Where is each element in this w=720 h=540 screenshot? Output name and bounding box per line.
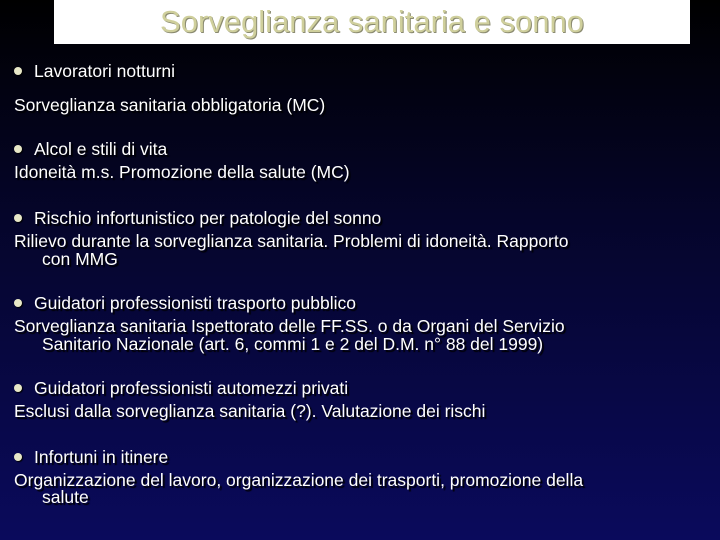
section-heading: Infortuni in itinere [34, 447, 169, 467]
section-heading: Guidatori professionisti automezzi privati [34, 378, 349, 398]
bullet-icon [14, 214, 22, 222]
section-heading: Lavoratori notturni [34, 61, 176, 81]
bullet-heading [14, 208, 381, 228]
section-body-line: salute [42, 487, 89, 507]
bullet-icon [14, 145, 22, 153]
bullet-heading [14, 378, 348, 398]
section-body-line: con MMG [42, 249, 118, 269]
bullet-icon [14, 299, 22, 307]
bullet-heading [14, 61, 175, 81]
slide-title: Sorveglianza sanitaria e sonno [160, 4, 584, 39]
section-body-line: Idoneità m.s. Promozione della salute (MC) [14, 162, 350, 182]
section-heading: Alcol e stili di vita [34, 139, 168, 159]
bullet-heading [14, 139, 167, 159]
section-body-line: Sanitario Nazionale (art. 6, commi 1 e 2 del D.M. n° 88 del 1999) [42, 334, 544, 354]
bullet-icon [14, 384, 22, 392]
section-heading: Guidatori professionisti trasporto pubblico [34, 293, 356, 313]
section-body-line: Rilievo durante la sorveglianza sanitaria. Problemi di idoneità. Rapporto [14, 231, 569, 251]
title-box [54, 0, 690, 44]
bullet-icon [14, 67, 22, 75]
section-body-line: Sorveglianza sanitaria Ispettorato delle FF.SS. o da Organi del Servizio [14, 316, 565, 336]
section-heading: Rischio infortunistico per patologie del sonno [34, 208, 382, 228]
bullet-heading [14, 447, 168, 467]
bullet-heading [14, 293, 356, 313]
section-body-line: Sorveglianza sanitaria obbligatoria (MC) [14, 95, 326, 115]
section-body-line: Organizzazione del lavoro, organizzazione dei trasporti, promozione della [14, 470, 584, 490]
bullet-icon [14, 453, 22, 461]
section-body-line: Esclusi dalla sorveglianza sanitaria (?). Valutazione dei rischi [14, 401, 486, 421]
